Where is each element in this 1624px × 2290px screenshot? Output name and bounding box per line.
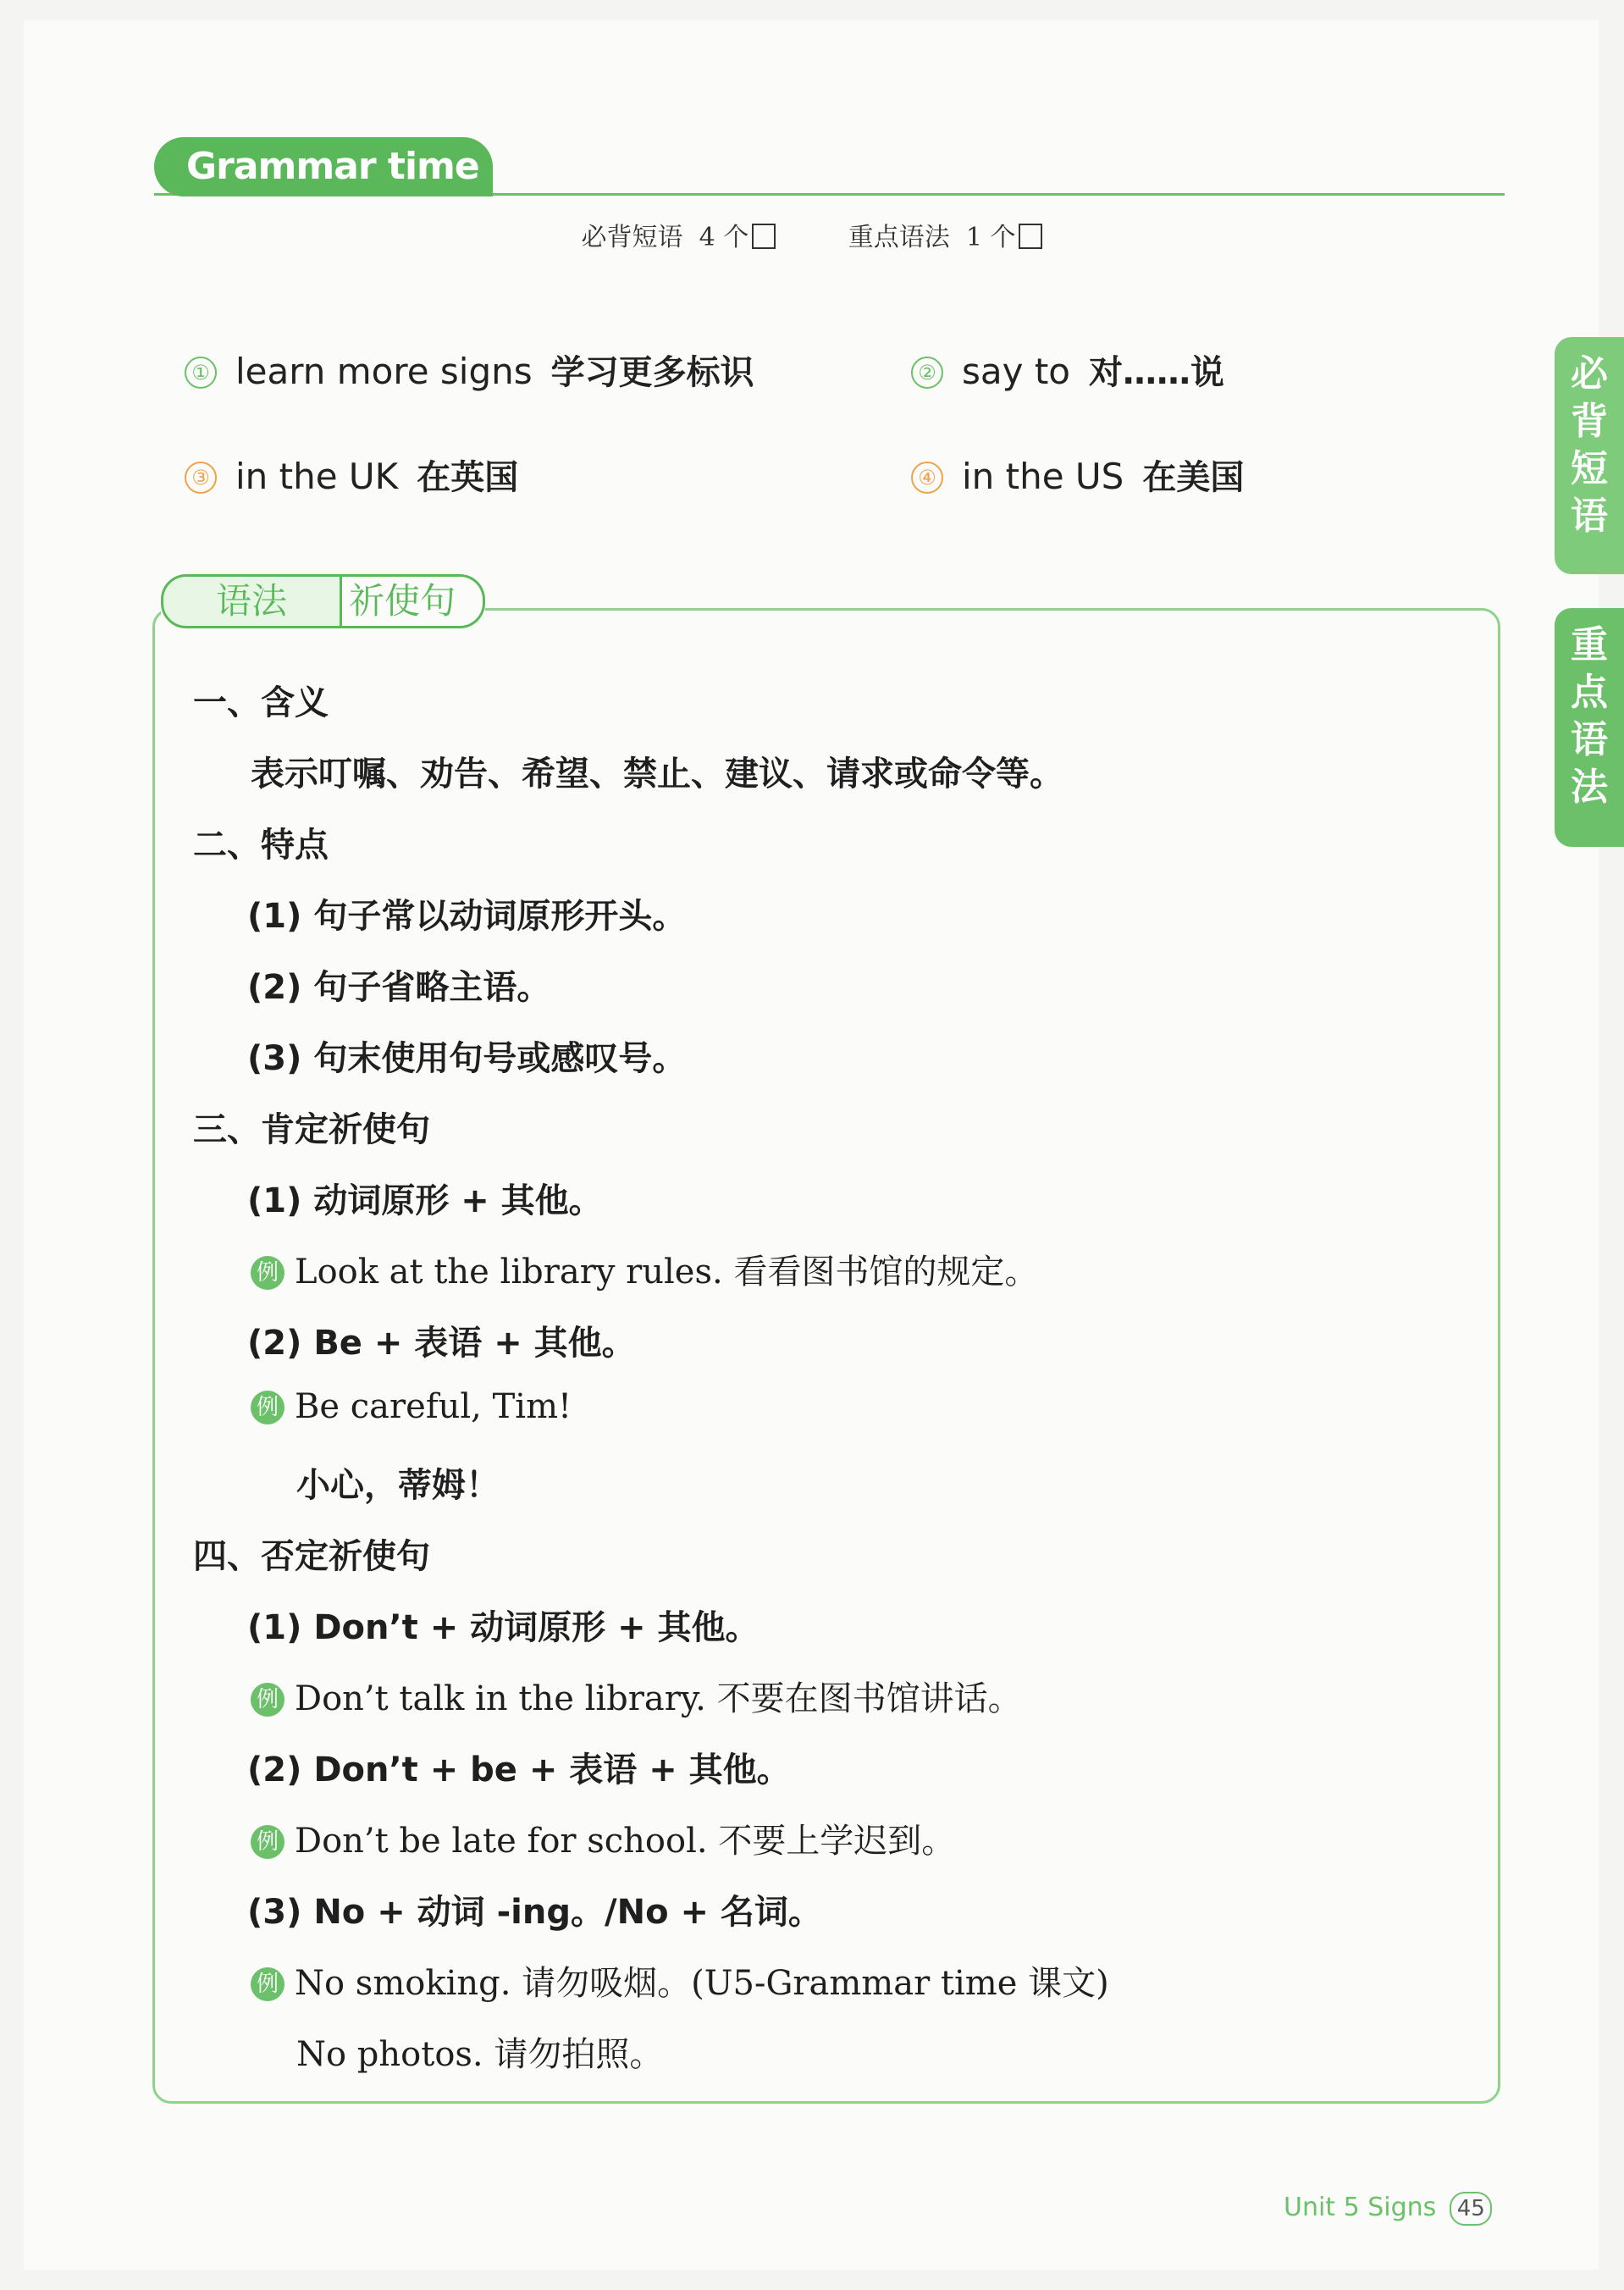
side-tab-char: 语 (1571, 495, 1608, 538)
rule-item: (2) Don’t + be + 表语 + 其他。 (247, 1751, 791, 1789)
side-tab-char: 重 (1571, 623, 1608, 667)
example-translation: 小心，蒂姆！ (296, 1466, 500, 1505)
side-tab-char: 短 (1571, 447, 1608, 490)
heading-features: 二、特点 (193, 826, 329, 865)
feature-item: (2) 句子省略主语。 (247, 968, 551, 1007)
grammar-title (161, 574, 485, 627)
number-icon: ② (911, 357, 943, 389)
example-line: 例 Look at the library rules. 看看图书馆的规定。 (251, 1245, 1038, 1293)
item-counts (0, 216, 1624, 253)
heading-positive: 三、肯定祈使句 (193, 1110, 430, 1149)
heading-negative: 四、否定祈使句 (193, 1537, 430, 1576)
checkbox-icon[interactable] (1019, 224, 1042, 249)
phrase-item (911, 451, 1244, 499)
example-icon: 例 (251, 1391, 284, 1424)
feature-item: (3) 句末使用句号或感叹号。 (247, 1039, 687, 1078)
count-grammar: 重点语法 1 个 (848, 223, 1043, 252)
rule-item: (2) Be + 表语 + 其他。 (247, 1324, 636, 1363)
rule-item: (3) No + 动词 -ing。/No + 名词。 (247, 1893, 822, 1932)
example-line-2: No photos. 请勿拍照。 (296, 2035, 664, 2074)
rule-item: (1) Don’t + 动词原形 + 其他。 (247, 1608, 760, 1647)
number-icon: ① (185, 357, 217, 389)
page-footer (1284, 2192, 1492, 2226)
grammar-topic: 祈使句 (339, 574, 485, 628)
section-title: Grammar time (154, 137, 493, 196)
grammar-tag: 语法 (161, 574, 342, 628)
unit-label: Unit 5 Signs (1284, 2193, 1437, 2222)
phrase-en: in the US (962, 456, 1124, 497)
side-tab-grammar[interactable] (1555, 608, 1624, 847)
example-icon: 例 (251, 1967, 284, 2001)
checkbox-icon[interactable] (752, 224, 776, 249)
number-icon: ③ (185, 462, 217, 494)
phrase-cn: 学习更多标识 (550, 353, 754, 392)
phrase-item (185, 451, 518, 499)
side-tab-char: 背 (1571, 400, 1608, 443)
example-line: 例 Be careful, Tim! (251, 1387, 572, 1426)
side-tab-char: 法 (1571, 766, 1608, 809)
example-line: 例 Don’t talk in the library. 不要在图书馆讲话。 (251, 1672, 1022, 1720)
page-number: 45 (1450, 2192, 1492, 2226)
phrase-en: learn more signs (235, 351, 533, 392)
phrase-cn: 在英国 (417, 458, 519, 497)
phrase-cn: 对……说 (1089, 353, 1224, 392)
side-tab-char: 点 (1571, 671, 1608, 714)
example-icon: 例 (251, 1683, 284, 1717)
number-icon: ④ (911, 462, 943, 494)
rule-item: (1) 动词原形 + 其他。 (247, 1181, 603, 1220)
heading-meaning: 一、含义 (193, 683, 329, 722)
side-tab-phrases[interactable] (1555, 337, 1624, 574)
phrase-cn: 在美国 (1142, 458, 1245, 497)
example-line: 例 No smoking. 请勿吸烟。(U5-Grammar time 课文) (251, 1956, 1109, 2005)
side-tab-char: 必 (1571, 352, 1608, 395)
phrase-item (911, 346, 1224, 394)
example-line: 例 Don’t be late for school. 不要上学迟到。 (251, 1814, 955, 1862)
meaning-text: 表示叮嘱、劝告、希望、禁止、建议、请求或命令等。 (251, 755, 1063, 794)
feature-item: (1) 句子常以动词原形开头。 (247, 897, 687, 936)
phrase-item (185, 346, 754, 394)
phrase-en: say to (962, 351, 1070, 392)
example-icon: 例 (251, 1825, 284, 1859)
example-icon: 例 (251, 1256, 284, 1290)
count-phrases: 必背短语 4 个 (582, 223, 776, 252)
side-tab-char: 语 (1571, 718, 1608, 761)
phrase-en: in the UK (235, 456, 399, 497)
